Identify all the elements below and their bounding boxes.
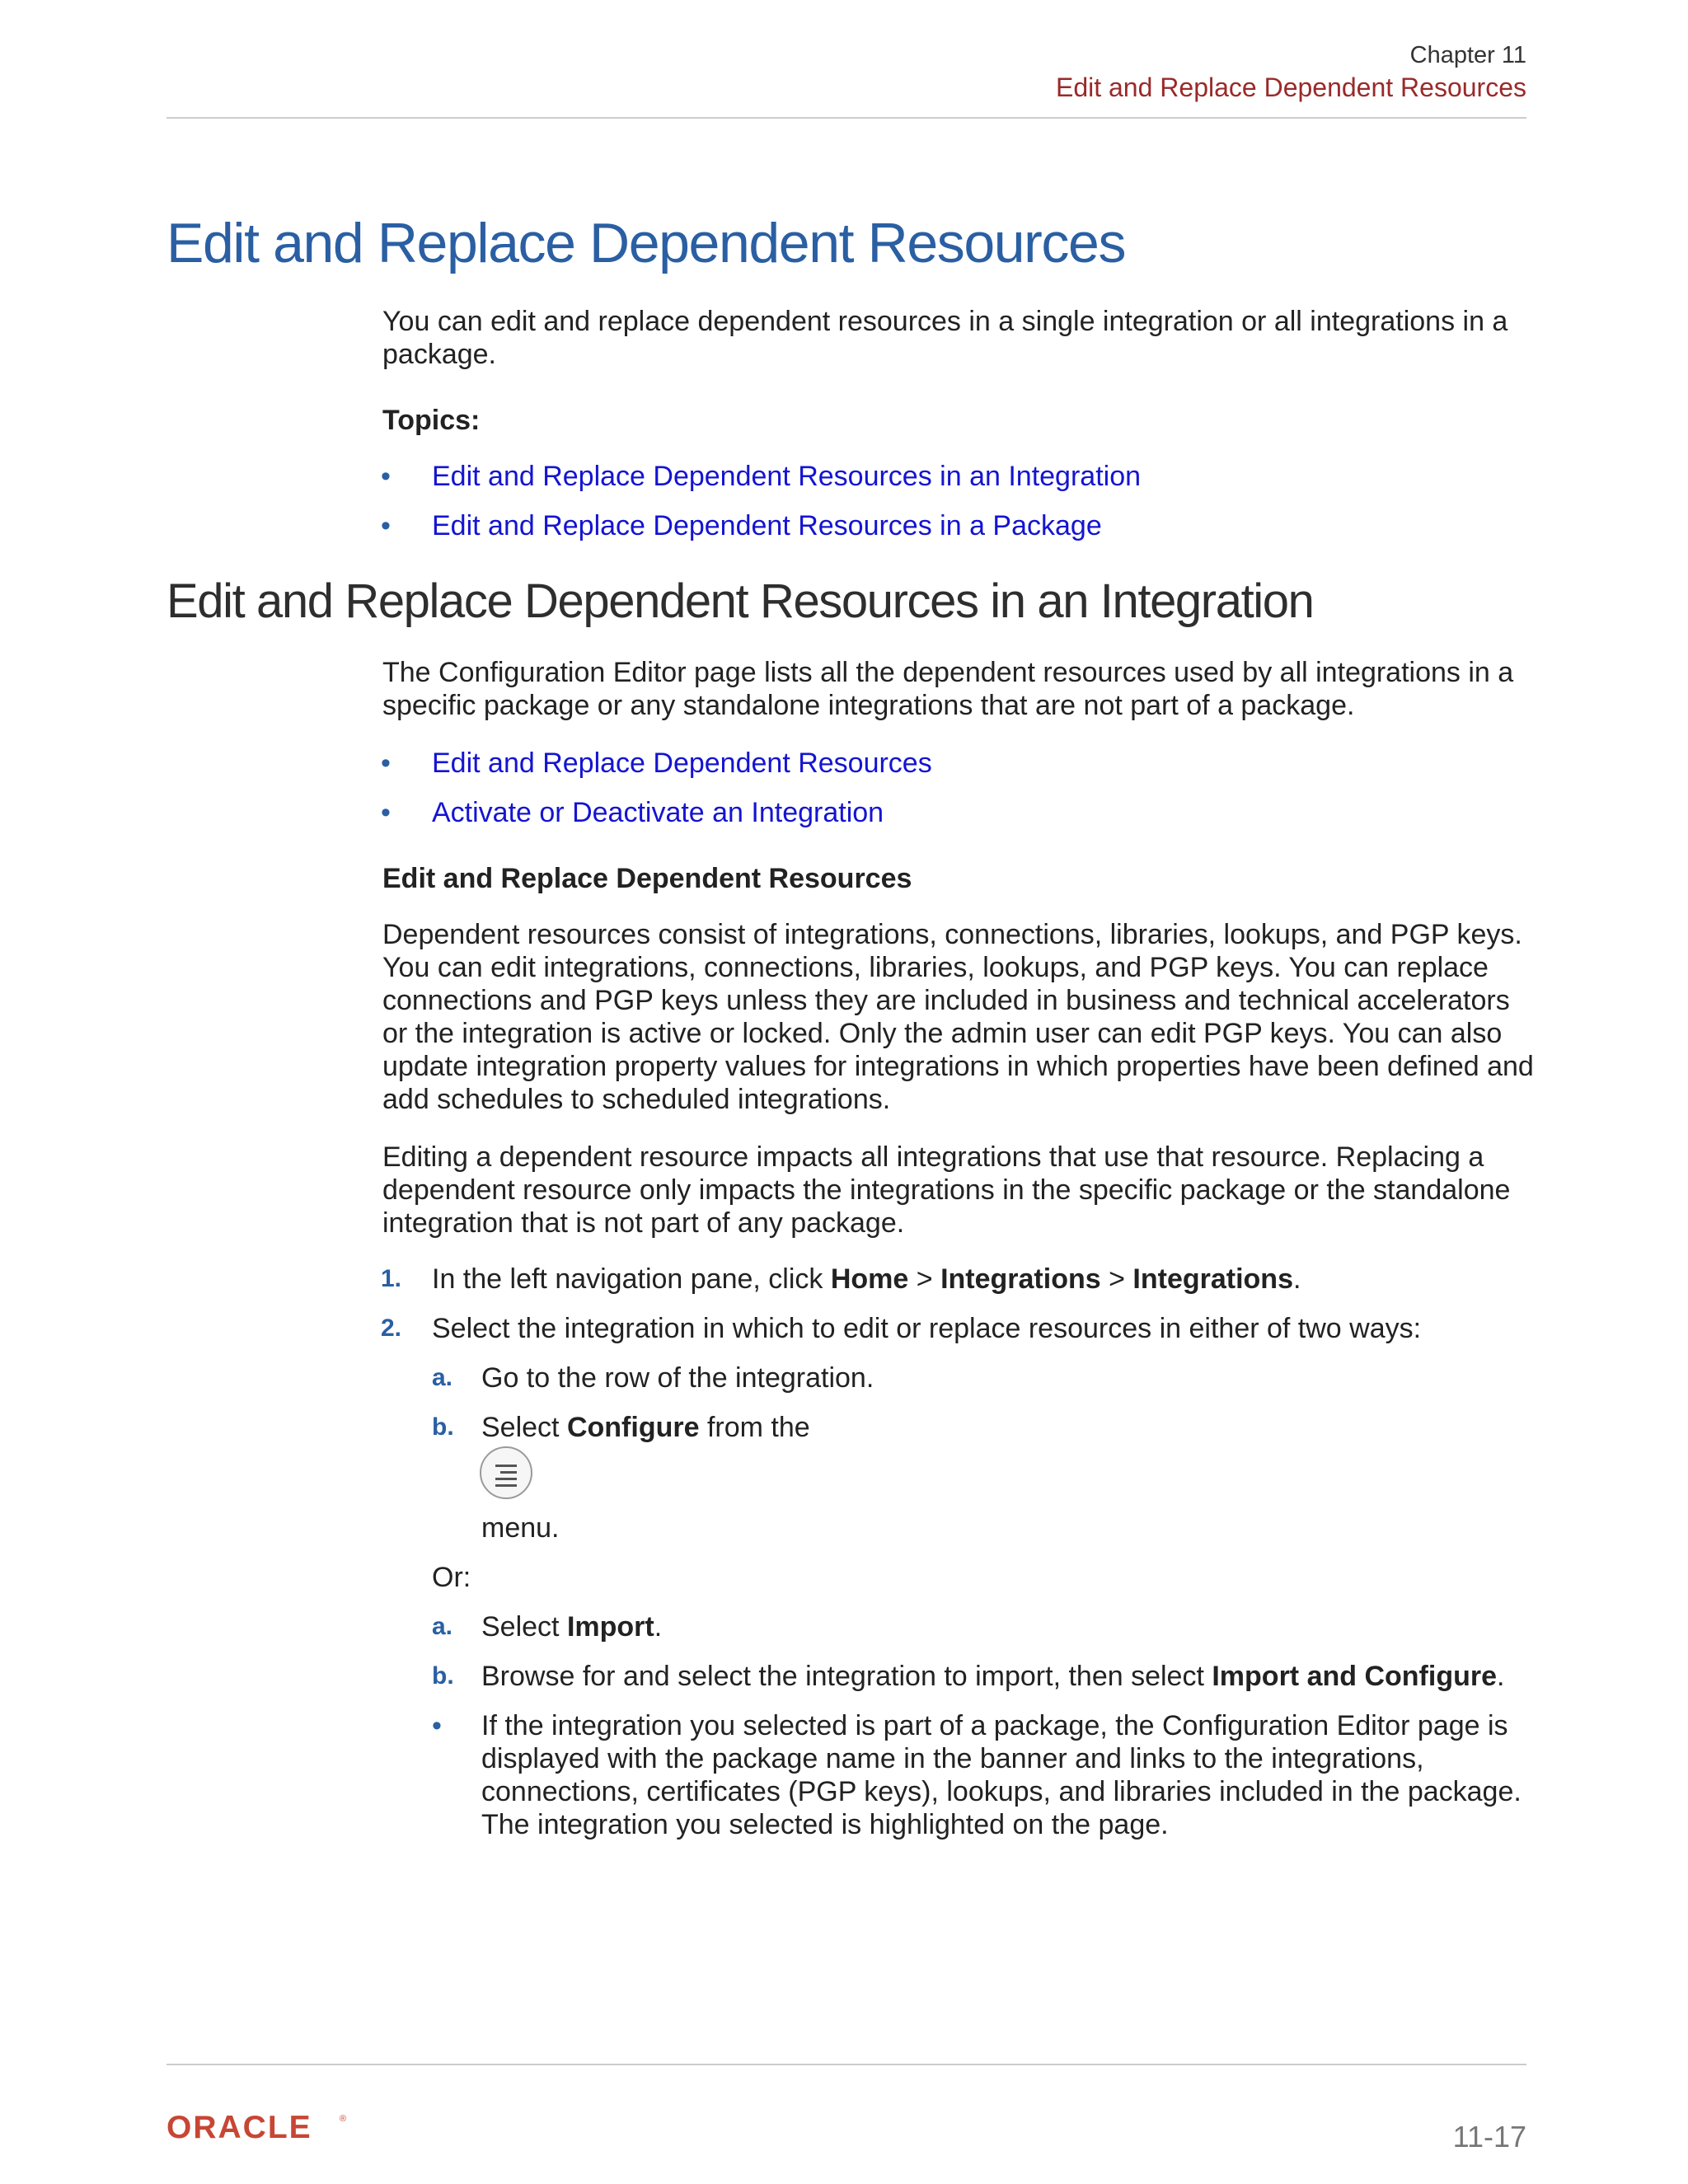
footer-rule — [166, 2064, 1526, 2065]
intro-text: You can edit and replace dependent resources in a single integration or all integrations in a package. — [382, 306, 1508, 370]
package-note: If the integration you selected is part of a package, the Configuration Editor page is displayed with the package name in the banner and links to the integrations, connections, certificates (PGP keys), lookups, and libraries included in the package. The integration you selected is highlighted on the page. — [481, 1710, 1522, 1840]
ui-configure: Configure — [566, 1412, 700, 1443]
oracle-logo — [166, 2110, 356, 2147]
ui-home: Home — [830, 1263, 909, 1295]
bullet-icon: • — [381, 797, 391, 828]
page-title: Edit and Replace Dependent Resources — [166, 212, 1126, 274]
subsection-title: Edit and Replace Dependent Resources in an Integration — [166, 574, 1314, 628]
link-activate-deactivate[interactable]: Activate or Deactivate an Integration — [432, 797, 884, 828]
chapter-label: Chapter 11 — [1409, 42, 1526, 68]
subsection-intro-text: The Configuration Editor page lists all the dependent resources used by all integrations in a specific package or any standalone integrations that are not part of a package. — [382, 657, 1514, 721]
substep-a1-label: a. — [432, 1364, 453, 1391]
substep-a2-text: Select Import. — [481, 1611, 663, 1643]
substep-b2-text: Browse for and select the integration to import, then select Import and Configure. — [481, 1661, 1505, 1692]
step-1-text: In the left navigation pane, click Home > Integrations > Integrations. — [432, 1263, 1301, 1295]
section-intro — [382, 305, 1536, 371]
or-text: Or: — [432, 1562, 471, 1593]
header-rule — [166, 117, 1526, 119]
running-header — [1056, 41, 1526, 104]
ui-integrations: Integrations — [940, 1263, 1101, 1295]
para-editing-impact — [382, 1141, 1536, 1240]
step-1-number: 1. — [381, 1265, 402, 1292]
bullet-icon: • — [381, 748, 391, 779]
oracle-logo-mark — [166, 2110, 356, 2143]
topics-label: Topics: — [382, 405, 481, 436]
substep-a2-label: a. — [432, 1613, 453, 1640]
para2-text: Editing a dependent resource impacts all integrations that use that resource. Replacing a dependent resource only impacts the integrations in the specific package or the standalone integration that is not part of any package. — [382, 1141, 1511, 1239]
oracle-logo-text: ORACLE — [166, 2110, 312, 2143]
substep-b1-label: b. — [432, 1413, 454, 1441]
subsection-heading: Edit and Replace Dependent Resources — [382, 863, 912, 894]
ui-import-and-configure: Import and Configure — [1212, 1661, 1498, 1692]
para-dependent-resources — [382, 918, 1536, 1116]
topic-link-integration[interactable]: Edit and Replace Dependent Resources in an Integration — [432, 461, 1142, 492]
hamburger-menu-icon — [480, 1446, 532, 1499]
topic-link-package[interactable]: Edit and Replace Dependent Resources in a Package — [432, 510, 1102, 541]
para1-text: Dependent resources consist of integrations, connections, libraries, lookups, and PGP keys. You can edit integrations, connections, libraries, lookups, and PGP keys. You can replace connections and PGP keys unless they are included in business and technical accelerators or the integration is active or locked. Only the admin user can edit PGP keys. You can also update integration property values for integrations in which properties have been defined and add schedules to scheduled integrations. — [382, 919, 1534, 1115]
ui-import: Import — [566, 1611, 654, 1643]
link-edit-replace[interactable]: Edit and Replace Dependent Resources — [432, 748, 932, 779]
chapter-title: Edit and Replace Dependent Resources — [1055, 73, 1526, 103]
step-2-number: 2. — [381, 1315, 402, 1342]
substep-a1-text: Go to the row of the integration. — [481, 1362, 874, 1394]
subsection-intro — [382, 656, 1536, 722]
substep-b1-text: Select Configure from the — [481, 1412, 810, 1443]
bullet-icon: • — [381, 510, 391, 541]
substep-b1-menu-text: menu. — [481, 1512, 560, 1544]
bullet-icon: • — [432, 1710, 442, 1741]
substep-b2-label: b. — [432, 1662, 454, 1690]
svg-text:®: ® — [340, 2114, 347, 2124]
bullet-icon: • — [381, 461, 391, 492]
step-2-text: Select the integration in which to edit or replace resources in either of two ways: — [432, 1313, 1422, 1344]
page-number: 11-17 — [1452, 2120, 1526, 2154]
ui-integrations-2: Integrations — [1132, 1263, 1293, 1295]
